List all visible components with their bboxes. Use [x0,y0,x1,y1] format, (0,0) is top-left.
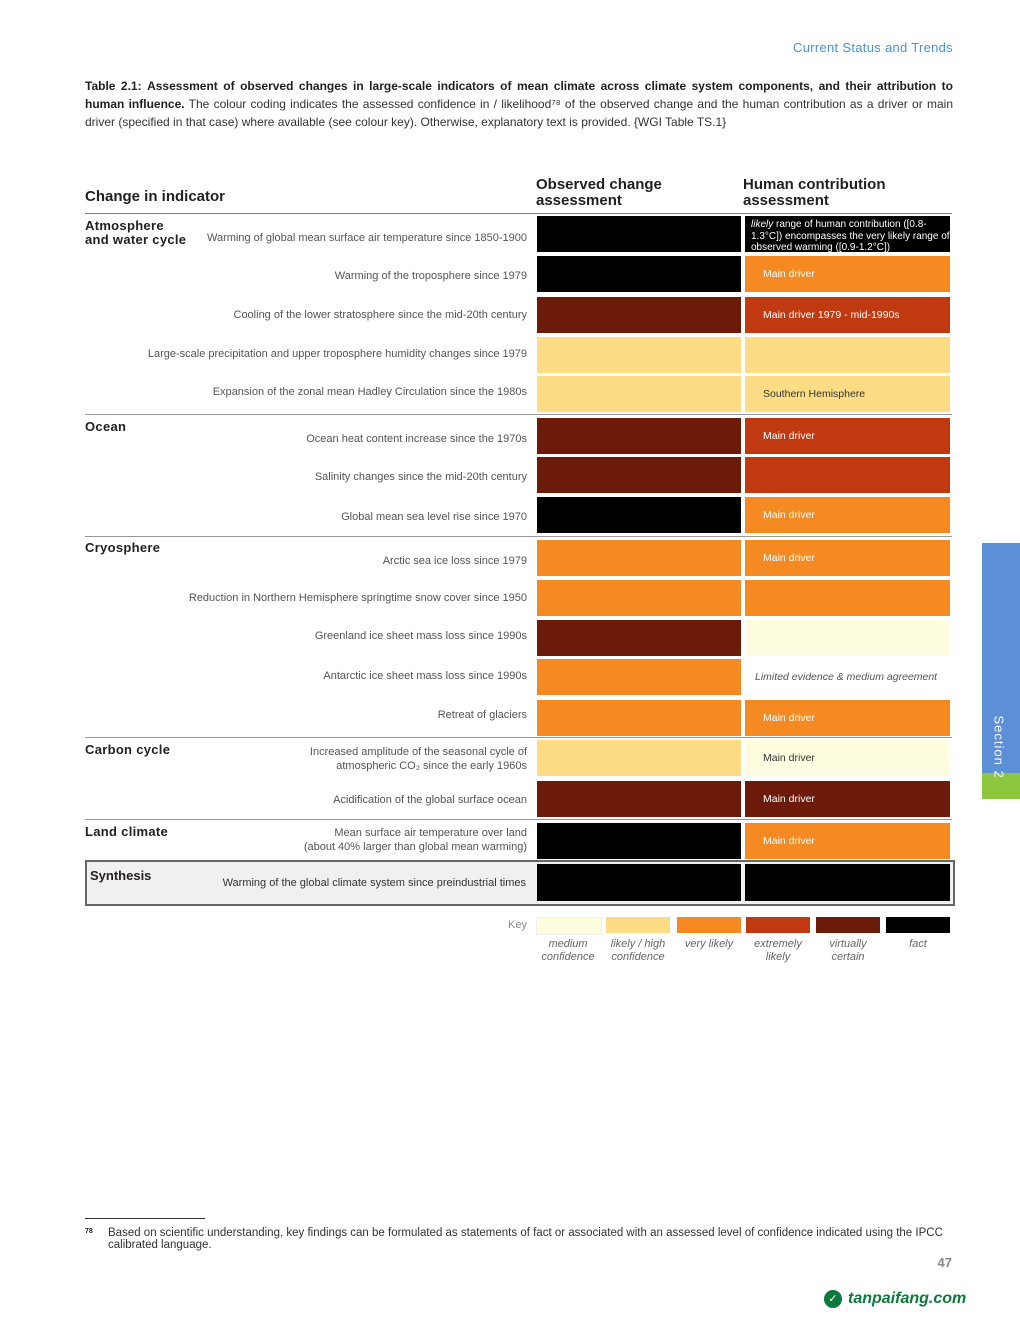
key-caption-line1: fact [909,938,927,950]
header-change-in-indicator: Change in indicator [85,188,226,205]
watermark-logo-icon: ✓ [824,1290,842,1308]
observed-cell [537,700,741,736]
header-observed-line1: Observed change [536,176,662,193]
human-cell [745,659,950,695]
key-swatch-fact [886,917,950,933]
observed-cell [537,297,741,333]
row-label-text: Global mean sea level rise since 1970 [341,511,527,523]
human-cell [745,457,950,493]
row-label [97,470,527,484]
observed-cell [537,740,741,776]
key-swatch-likely [606,917,670,933]
observed-cell [537,823,741,859]
row-label-text: Salinity changes since the mid-20th century [314,471,527,483]
group-rule-land [85,819,952,820]
key-caption-line2: confidence [541,951,595,963]
human-cell [745,781,950,817]
row-label-text: Large-scale precipitation and upper troposphere humidity changes since 1979 [147,348,527,360]
key-caption-line1: extremely [754,938,802,950]
human-cell-text: Main driver [763,509,815,521]
group-rule-cryosphere [85,536,952,537]
key-caption [600,938,676,964]
key-caption [671,938,747,951]
group-land-climate: Land climate [85,824,169,839]
row-label [97,269,527,283]
group-ocean: Ocean [85,419,127,434]
row-label [97,231,527,245]
row-label [97,708,527,722]
table-caption [85,77,953,131]
row-label-text: Increased amplitude of the seasonal cycle of [309,746,527,758]
human-cell-text: Limited evidence & medium agreement [755,671,938,683]
row-label-text: Warming of the troposphere since 1979 [334,270,527,282]
header-observed [536,177,662,209]
row-label [97,347,527,361]
human-cell-text [751,219,950,254]
group-carbon-cycle: Carbon cycle [85,742,171,757]
row-label-text: Mean surface air temperature over land [334,827,527,839]
key-caption-line2: likely [765,951,791,963]
row-label-text-2: (about 40% larger than global mean warming) [303,841,527,853]
human-cell [745,540,950,576]
human-cell-text: Main driver [763,268,815,280]
key-caption-line2: confidence [611,951,665,963]
row-label-text: Expansion of the zonal mean Hadley Circulation since the 1980s [212,386,527,398]
row-label [97,629,527,643]
caption-rest: The colour coding indicates the assessed confidence in / likelihood⁷⁸ of the observed change and the human contribution as a driver or main driver (specified in that case) where available (see colour key). Otherwise, explanatory text is provided. {WGI Table TS.1} [85,97,953,129]
row-label-text: Antarctic ice sheet mass loss since 1990s [323,670,527,682]
human-cell [745,418,950,454]
footnote-rule [85,1218,205,1219]
observed-cell [537,497,741,533]
key-swatch-very-likely [677,917,741,933]
human-cell [745,700,950,736]
human-cell [745,376,950,412]
row-label-text: Cooling of the lower stratosphere since the mid-20th century [233,309,527,321]
key-caption-line2: certain [831,951,865,963]
row-label-text: Retreat of glaciers [437,709,527,721]
group-atmosphere-line1: Atmosphere [85,218,164,233]
row-label-text: Reduction in Northern Hemisphere springtime snow cover since 1950 [188,592,527,604]
header-rule [85,213,952,214]
human-cell [745,823,950,859]
row-label [97,385,527,399]
synthesis-name: Synthesis [90,868,152,883]
human-cell-text: Southern Hemisphere [763,388,866,400]
human-cell-text: Main driver [763,835,815,847]
human-cell-text: Main driver [763,552,815,564]
human-cell-text: Main driver [763,752,815,764]
header-human-line1: Human contribution [743,176,886,193]
human-cell [745,497,950,533]
human-cell [745,256,950,292]
row-label [97,554,527,568]
row-label [97,826,527,854]
observed-cell [537,659,741,695]
human-cell [745,337,950,373]
key-label: Key [508,919,527,931]
human-cell [745,620,950,656]
observed-cell [537,337,741,373]
footnote-number: 78 [85,1228,93,1235]
group-rule-ocean [85,414,952,415]
row-label [97,591,527,605]
key-caption-line1: virtually [829,938,867,950]
synthesis-observed-cell [537,864,741,901]
row-label-text: Ocean heat content increase since the 1970s [306,433,527,445]
human-cell-text: Main driver 1979 - mid-1990s [763,309,900,321]
observed-cell [537,457,741,493]
key-swatch-extremely-likely [746,917,810,933]
row-label-text: Greenland ice sheet mass loss since 1990s [314,630,527,642]
group-cryosphere: Cryosphere [85,540,161,555]
watermark [824,1290,966,1308]
watermark-text: tanpaifang.com [848,1290,967,1308]
synthesis-human-cell [745,864,950,901]
human-cell [745,740,950,776]
key-caption-line1: medium [548,938,588,950]
footnote-text: Based on scientific understanding, key findings can be formulated as statements of fact or associated with an assessed level of confidence indicated using the IPCC calibrated language. [108,1227,943,1251]
row-label [97,432,527,446]
key-caption [740,938,816,964]
human-cell-multi: range of human contribution ([0.8-1.3°C]) encompasses the very likely range of observed warming ([0.9-1.2°C]) [751,219,950,253]
row-label [97,669,527,683]
row-label-text: Warming of global mean surface air temperature since 1850-1900 [207,232,527,244]
human-cell [745,216,950,252]
header-observed-line2: assessment [536,192,622,209]
header-human-line2: assessment [743,192,829,209]
observed-cell [537,540,741,576]
row-label-text: Arctic sea ice loss since 1979 [382,555,527,567]
human-cell [745,580,950,616]
key-caption [810,938,886,964]
human-cell-text: Main driver [763,430,815,442]
human-cell-text: Main driver [763,712,815,724]
caption-bold: Assessment of observed changes in large-scale indicators of mean climate across climate system components, and their attribution to human influence. [85,79,953,111]
group-atmosphere-line2: and water cycle [85,232,187,247]
key-swatch-medium [536,917,602,935]
observed-cell [537,256,741,292]
key-caption-line1: likely / high [610,938,666,950]
key-swatch-virtually-certain [816,917,880,933]
group-rule-carbon [85,737,952,738]
human-cell-text: Main driver [763,793,815,805]
synthesis-label: Warming of the global climate system since preindustrial times [222,877,526,889]
row-label [97,793,527,807]
row-label [97,308,527,322]
key-caption [880,938,956,951]
observed-cell [537,216,741,252]
row-label [97,745,527,773]
row-label-text-2: atmospheric CO₂ since the early 1960s [336,760,527,772]
row-label [97,510,527,524]
row-label-text: Acidification of the global surface ocean [333,794,527,806]
observed-cell [537,376,741,412]
running-head: Current Status and Trends [793,40,953,55]
key-caption-line1: very likely [684,938,734,950]
human-cell-italic: likely [751,219,774,230]
page-number: 47 [937,1255,952,1270]
section-side-tab-label [992,716,1007,744]
observed-cell [537,781,741,817]
header-human [743,177,886,209]
key-caption [530,938,606,964]
human-cell [745,297,950,333]
observed-cell [537,620,741,656]
observed-cell [537,418,741,454]
observed-cell [537,580,741,616]
caption-label: Table 2.1: [85,79,142,93]
